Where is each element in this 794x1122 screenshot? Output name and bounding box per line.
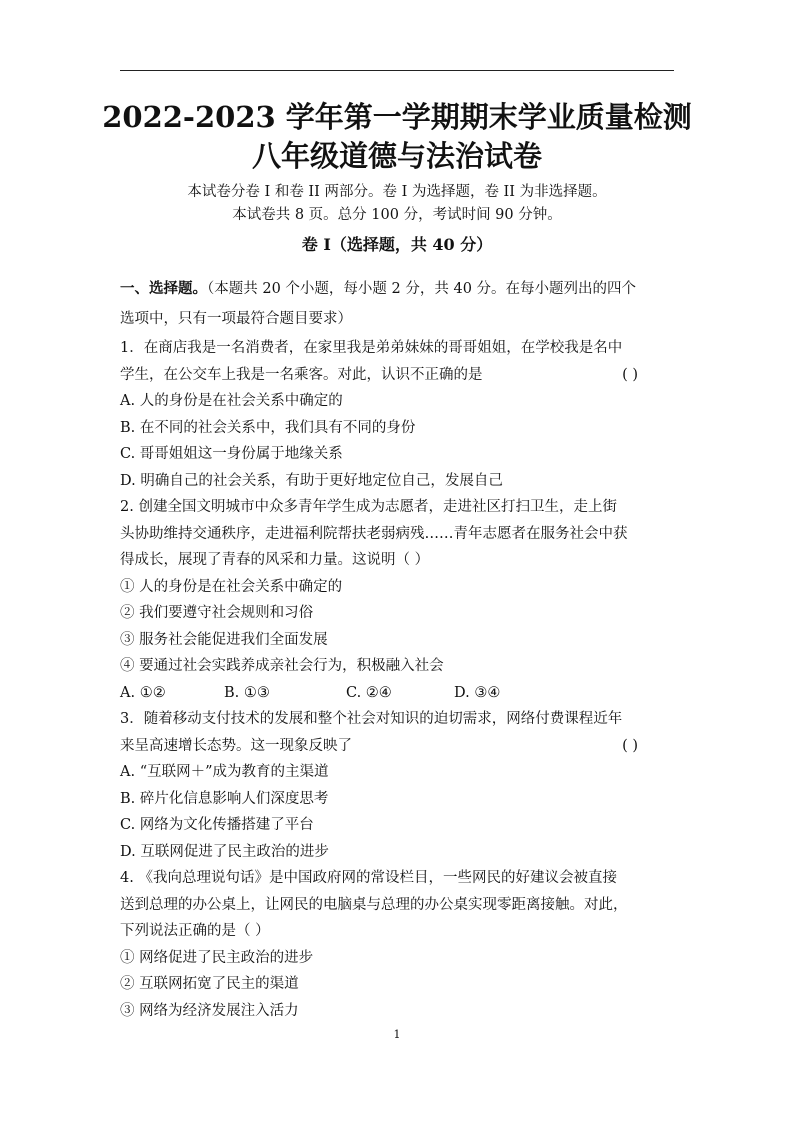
section-instruction-text: （本题共 20 个小题，每小题 2 分，共 40 分。在每小题列出的四个 [207,281,637,297]
part-one-heading: 卷 I（选择题，共 40 分） [301,235,493,254]
q2-stem-line-3: 得成长，展现了青春的风采和力量。这说明（ ） [120,552,430,568]
q1-option-b: B. 在不同的社会关系中，我们具有不同的身份 [120,419,416,436]
q3-answer-blank: ( ) [622,737,638,754]
q1-option-a: A. 人的身份是在社会关系中确定的 [120,393,343,409]
exam-info-line-2: 本试卷共 8 页。总分 100 分，考试时间 90 分钟。 [232,207,562,223]
q2-item-2: ② 我们要遵守社会规则和习俗 [120,605,314,621]
q2-stem-line-1: 2. 创建全国文明城市中众多青年学生成为志愿者，走进社区打扫卫生，走上街 [120,499,617,515]
section-instruction [120,273,676,304]
q3-stem-line-2 [120,733,676,760]
page-number: 1 [393,1028,401,1041]
section-instruction-cont: 选项中，只有一项最符合题目要求） [120,311,352,327]
q1-option-c: C. 哥哥姐姐这一身份属于地缘关系 [120,446,343,462]
q3-stem-text: 来呈高速增长态势。这一现象反映了 [120,737,352,754]
q2-item-3: ③ 服务社会能促进我们全面发展 [120,631,328,648]
q3-stem-line-1: 3．随着移动支付技术的发展和整个社会对知识的迫切需求，网络付费课程近年 [120,711,623,727]
question-body [120,273,676,1024]
q2-choice-c: C. ②④ [346,684,392,701]
q1-stem-text: 学生，在公交车上我是一名乘客。对此，认识不正确的是 [120,366,483,383]
q1-stem-line-1: 1．在商店我是一名消费者，在家里我是弟弟妹妹的哥哥姐姐，在学校我是名中 [120,340,623,356]
q2-choice-b: B. ①③ [224,684,270,701]
exam-subtitle: 八年级道德与法治试卷 [251,139,542,173]
q1-answer-blank: ( ) [622,366,638,383]
q4-stem-line-2: 送到总理的办公桌上，让网民的电脑桌与总理的办公桌实现零距离接触。对此， [120,896,628,913]
q2-item-4: ④ 要通过社会实践养成亲社会行为，积极融入社会 [120,658,444,674]
exam-title: 2022-2023 学年第一学期期末学业质量检测 [102,100,692,134]
q1-option-d: D. 明确自己的社会关系，有助于更好地定位自己，发展自己 [120,472,503,489]
q1-stem-line-2 [120,362,676,389]
q4-stem-line-3: 下列说法正确的是（ ） [120,923,270,939]
q3-option-b: B. 碎片化信息影响人们深度思考 [120,790,329,807]
q3-option-d: D. 互联网促进了民主政治的进步 [120,843,329,860]
q2-choice-a: A. ①② [120,684,166,701]
q3-option-a: A. “互联网＋”成为教育的主渠道 [120,764,329,780]
q2-stem-line-2: 头协助维持交通秩序，走进福利院帮扶老弱病残……青年志愿者在服务社会中获 [120,525,628,542]
q4-item-2: ② 互联网拓宽了民主的渠道 [120,976,299,992]
q2-item-1: ① 人的身份是在社会关系中确定的 [120,578,343,595]
q4-item-1: ① 网络促进了民主政治的进步 [120,949,314,966]
exam-info-line-1: 本试卷分卷 I 和卷 II 两部分。卷 I 为选择题，卷 II 为非选择题。 [187,184,607,200]
section-label: 一、选择题。 [120,280,207,297]
q2-choice-d: D. ③④ [454,684,501,701]
q3-option-c: C. 网络为文化传播搭建了平台 [120,817,314,833]
q2-choices [120,680,676,707]
q4-item-3: ③ 网络为经济发展注入活力 [120,1002,299,1019]
header-rule [120,70,674,71]
q4-stem-line-1: 4. 《我向总理说句话》是中国政府网的常设栏目，一些网民的好建议会被直接 [120,870,617,886]
